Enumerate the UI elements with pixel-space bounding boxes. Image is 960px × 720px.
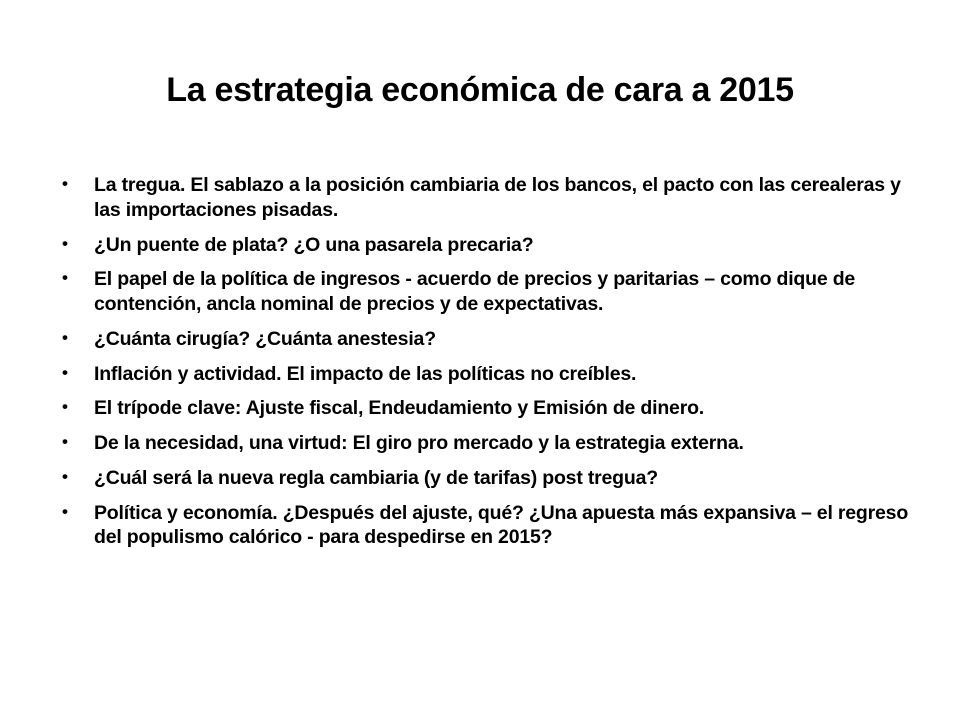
bullet-text: La tregua. El sablazo a la posición cambiaria de los bancos, el pacto con las cerealeras y las importaciones pisadas. — [94, 174, 901, 221]
bullet-dot-icon: • — [62, 327, 68, 347]
bullet-item — [58, 173, 918, 223]
bullet-dot-icon: • — [62, 397, 68, 417]
bullet-item — [58, 327, 918, 352]
bullet-dot-icon: • — [62, 268, 68, 288]
bullet-dot-icon: • — [62, 362, 68, 382]
bullet-item — [58, 267, 918, 317]
bullet-item — [58, 501, 918, 551]
bullet-text: El papel de la política de ingresos - acuerdo de precios y paritarias – como dique de contención, ancla nominal de precios y de expectativas. — [94, 268, 856, 315]
bullet-dot-icon: • — [62, 501, 68, 521]
bullet-text: Inflación y actividad. El impacto de las políticas no creíbles. — [94, 362, 637, 385]
bullet-list — [58, 173, 918, 560]
bullet-text: ¿Cuánta cirugía? ¿Cuánta anestesia? — [94, 327, 436, 350]
bullet-text: ¿Un puente de plata? ¿O una pasarela precaria? — [94, 233, 534, 256]
bullet-item — [58, 233, 918, 258]
bullet-item — [58, 466, 918, 491]
bullet-text: De la necesidad, una virtud: El giro pro mercado y la estrategia externa. — [94, 432, 744, 454]
bullet-dot-icon: • — [62, 233, 68, 253]
bullet-text: Política y economía. ¿Después del ajuste, qué? ¿Una apuesta más expansiva – el regreso del populismo calórico - para despedirse en 2015? — [94, 501, 909, 549]
slide-title: La estrategia económica de cara a 2015 — [166, 71, 794, 109]
bullet-dot-icon: • — [62, 432, 68, 451]
bullet-item — [58, 396, 918, 421]
bullet-text: El trípode clave: Ajuste fiscal, Endeudamiento y Emisión de dinero. — [94, 397, 705, 420]
bullet-item — [58, 431, 918, 456]
bullet-dot-icon: • — [62, 174, 68, 193]
bullet-dot-icon: • — [62, 466, 68, 486]
bullet-item — [58, 362, 918, 387]
bullet-text: ¿Cuál será la nueva regla cambiaria (y de tarifas) post tregua? — [94, 466, 658, 489]
